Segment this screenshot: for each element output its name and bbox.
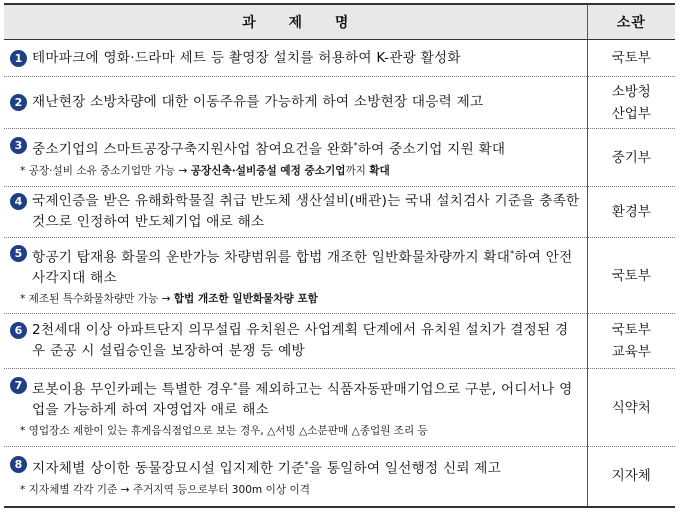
header-agency: 소관 bbox=[587, 4, 675, 40]
task-cell bbox=[4, 314, 587, 369]
task-text: 중소기업의 스마트공장구축지원사업 참여요건을 완화*하여 중소기업 지원 확대 bbox=[32, 141, 506, 158]
table-row bbox=[4, 40, 675, 77]
table-row bbox=[4, 314, 675, 369]
task-cell bbox=[4, 187, 587, 238]
task-cell bbox=[4, 447, 587, 507]
agency-name: 교육부 bbox=[611, 344, 651, 360]
agency-cell bbox=[587, 129, 675, 187]
agency-name: 국토부 bbox=[611, 50, 651, 66]
task-text: 재난현장 소방차량에 대한 이동주유를 가능하게 하여 소방현장 대응력 제고 bbox=[32, 94, 484, 110]
number-badge: 2 bbox=[10, 94, 27, 111]
agency-cell bbox=[587, 447, 675, 507]
task-text: 로봇이용 무인카페는 특별한 경우*를 제외하고는 식품자동판매기업으로 구분, 어디서나 영업을 가능하게 하여 자영업자 애로 해소 bbox=[32, 380, 573, 419]
number-badge: 5 bbox=[10, 245, 27, 262]
footnote-mark: * bbox=[510, 248, 515, 258]
task-text: 2천세대 이상 아파트단지 의무설립 유치원은 사업계획 단계에서 유치원 설치가 결정된 경우 준공 시 설립승인을 보장하여 분쟁 등 예방 bbox=[32, 322, 569, 359]
task-cell bbox=[4, 77, 587, 129]
agency-name: 국토부 bbox=[611, 267, 651, 284]
table-row bbox=[4, 129, 675, 187]
footnote-mark: * bbox=[304, 459, 309, 469]
agency-cell bbox=[587, 314, 675, 369]
task-text: 항공기 탑재용 화물의 운반가능 차량범위를 합법 개조한 일반화물차량까지 확대*하여 안전 사각지대 해소 bbox=[32, 248, 573, 287]
number-badge: 8 bbox=[10, 456, 27, 473]
task-text: 국제인증을 받은 유해화학물질 취급 반도체 생산설비(배관)는 국내 설치검사 기준을 충족한 것으로 인정하여 반도체기업 애로 해소 bbox=[32, 193, 580, 230]
task-note: * 지자체별 각각 기준 → 주거지역 등으로부터 300m 이상 이격 bbox=[20, 483, 310, 496]
number-badge: 6 bbox=[10, 322, 27, 339]
agency-cell bbox=[587, 77, 675, 129]
agency-name: 산업부 bbox=[611, 105, 651, 122]
table-row bbox=[4, 447, 675, 507]
agency-cell bbox=[587, 40, 675, 77]
footnote-mark: * bbox=[233, 380, 238, 390]
agency-name: 소방청 bbox=[611, 83, 651, 100]
agency-cell bbox=[587, 238, 675, 314]
task-cell bbox=[4, 238, 587, 314]
regulation-table-container bbox=[4, 3, 675, 508]
table-row bbox=[4, 187, 675, 238]
number-badge: 7 bbox=[10, 377, 27, 394]
agency-name: 식약처 bbox=[611, 399, 651, 416]
task-cell bbox=[4, 369, 587, 447]
agency-name: 중기부 bbox=[611, 149, 651, 166]
table-row bbox=[4, 369, 675, 447]
table-row bbox=[4, 77, 675, 129]
task-text: 테마파크에 영화·드라마 세트 등 촬영장 설치를 허용하여 K-관광 활성화 bbox=[32, 49, 461, 66]
footnote-mark: * bbox=[353, 141, 358, 151]
agency-name: 지자체 bbox=[611, 468, 651, 485]
header-row bbox=[4, 4, 675, 40]
number-badge: 1 bbox=[10, 50, 27, 67]
task-note: * 제조된 특수화물차량만 가능 → 합법 개조한 일반화물차량 포함 bbox=[20, 293, 318, 306]
number-badge: 4 bbox=[10, 193, 27, 210]
task-text: 지자체별 상이한 동물장묘시설 입지제한 기준*을 통일하여 일선행정 신뢰 제고 bbox=[32, 459, 502, 477]
agency-name: 환경부 bbox=[611, 204, 651, 220]
table-row bbox=[4, 238, 675, 314]
task-cell bbox=[4, 129, 587, 187]
agency-cell bbox=[587, 187, 675, 238]
task-note: * 공장·설비 소유 중소기업만 가능 → 공장신축·설비증설 예정 중소기업까지 확대 bbox=[20, 164, 390, 177]
agency-name: 국토부 bbox=[611, 322, 651, 338]
task-cell bbox=[4, 40, 587, 77]
number-badge: 3 bbox=[10, 137, 27, 154]
task-note: * 영업장소 제한이 있는 휴게음식점업으로 보는 경우, △서빙 △소분판매 △종업원 조리 등 bbox=[20, 425, 428, 438]
agency-cell bbox=[587, 369, 675, 447]
header-task: 과 제 명 bbox=[4, 4, 587, 40]
regulation-table bbox=[4, 3, 675, 508]
